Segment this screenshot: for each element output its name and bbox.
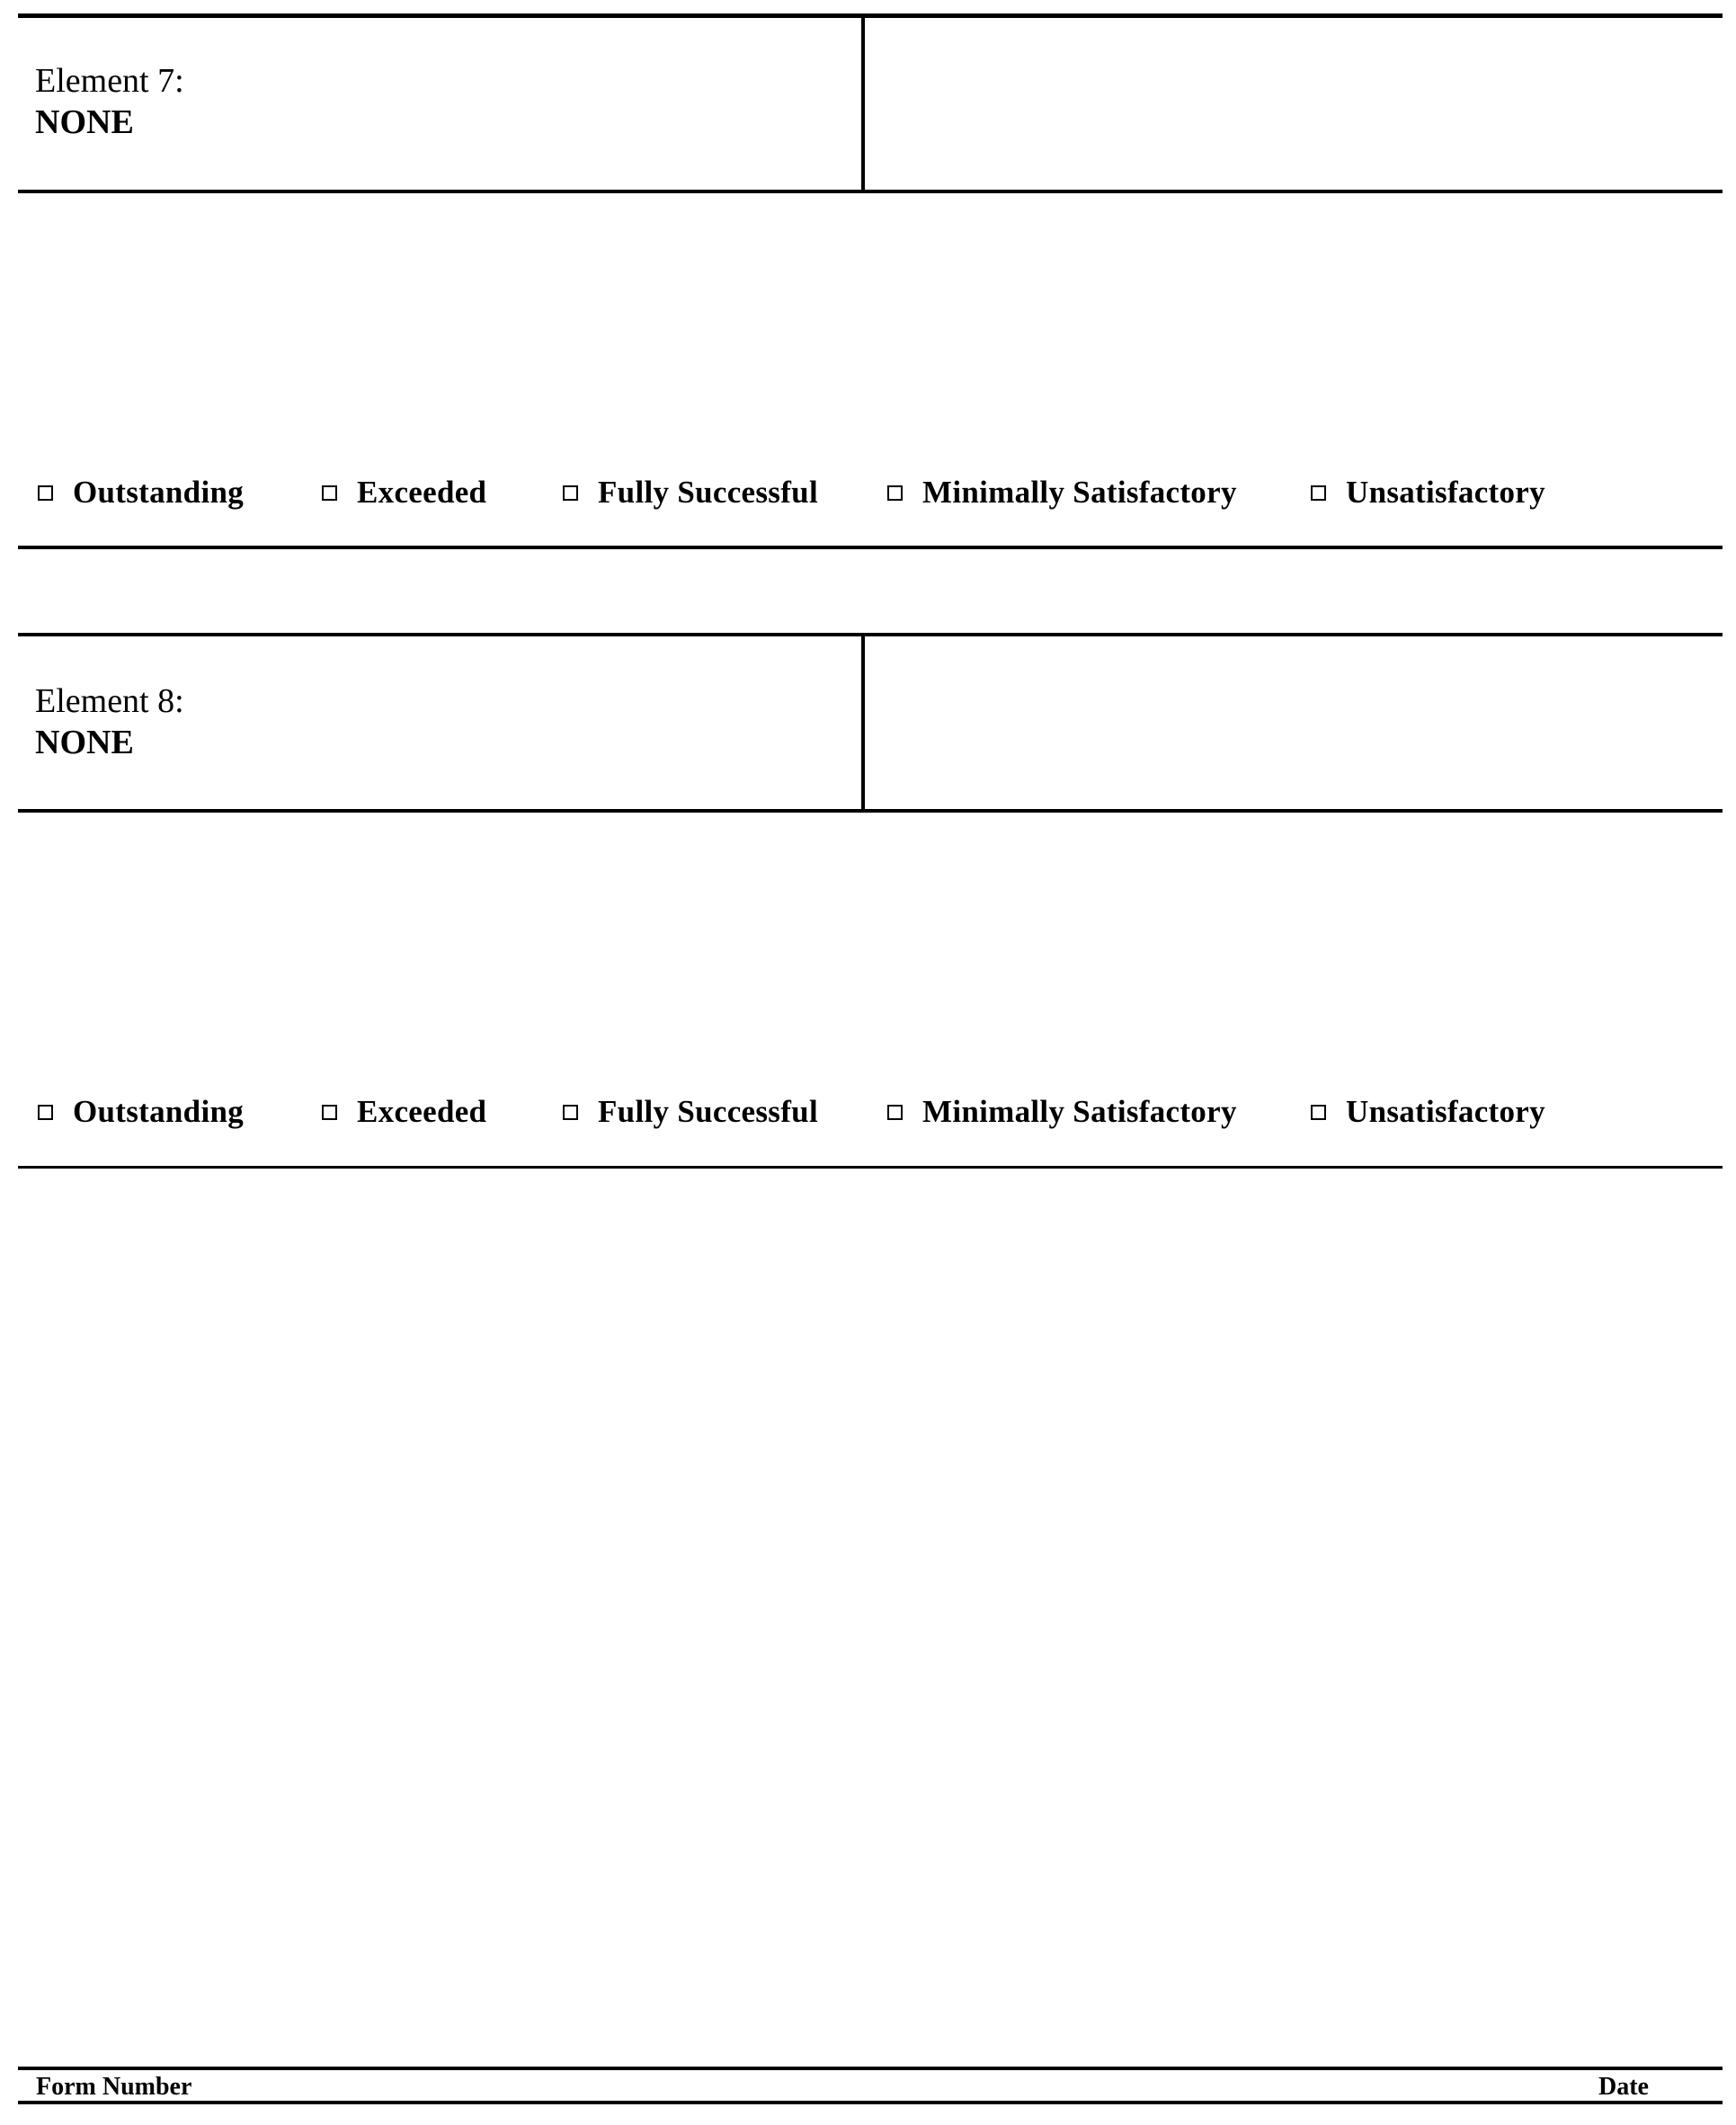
element-8-rating-row (0, 1089, 1736, 1134)
checkbox-icon[interactable] (322, 485, 337, 501)
element-8-bottom-rule (18, 1166, 1723, 1169)
checkbox-icon[interactable] (38, 1105, 53, 1120)
checkbox-icon[interactable] (563, 1105, 578, 1120)
checkbox-icon[interactable] (1311, 485, 1326, 501)
rating-label: Exceeded (357, 1094, 487, 1129)
rating-label: Minimally Satisfactory (922, 1094, 1237, 1129)
element-7-rating-unsatisfactory[interactable] (1311, 470, 1545, 515)
checkbox-icon[interactable] (887, 1105, 903, 1120)
rating-label: Outstanding (73, 475, 245, 510)
element-8-rating-minimally-satisfactory[interactable] (887, 1089, 1237, 1134)
date-label: Date (1598, 2073, 1649, 2101)
element-8-rating-outstanding[interactable] (38, 1089, 244, 1134)
element-8-rating-unsatisfactory[interactable] (1311, 1089, 1545, 1134)
element-7-top-rule (18, 13, 1723, 18)
element-7-label: Element 7: (35, 62, 184, 100)
element-7-rating-fully-successful[interactable] (563, 470, 818, 515)
element-7-rating-outstanding[interactable] (38, 470, 244, 515)
rating-label: Exceeded (357, 475, 487, 510)
checkbox-icon[interactable] (563, 485, 578, 501)
element-8-rating-fully-successful[interactable] (563, 1089, 818, 1134)
element-7-rating-row (0, 470, 1736, 515)
element-7-header-bottom-rule (18, 190, 1723, 193)
rating-label: Fully Successful (598, 1094, 818, 1129)
element-7-column-divider (861, 16, 865, 192)
element-7-rating-minimally-satisfactory[interactable] (887, 470, 1237, 515)
element-8-value: NONE (35, 724, 134, 761)
rating-label: Unsatisfactory (1346, 1094, 1545, 1129)
checkbox-icon[interactable] (887, 485, 903, 501)
element-8-header-bottom-rule (18, 809, 1723, 813)
footer-bottom-rule (18, 2101, 1723, 2104)
element-7-value: NONE (35, 103, 134, 141)
element-7-bottom-rule (18, 546, 1723, 549)
rating-label: Fully Successful (598, 475, 818, 510)
checkbox-icon[interactable] (38, 485, 53, 501)
form-number-label: Form Number (36, 2073, 192, 2101)
element-8-label: Element 8: (35, 682, 184, 720)
rating-label: Unsatisfactory (1346, 475, 1545, 510)
element-8-column-divider (861, 635, 865, 813)
element-8-top-rule (18, 633, 1723, 636)
element-7-rating-exceeded[interactable] (322, 470, 486, 515)
footer-top-rule (18, 2067, 1723, 2070)
rating-label: Minimally Satisfactory (922, 475, 1237, 510)
checkbox-icon[interactable] (1311, 1105, 1326, 1120)
element-8-rating-exceeded[interactable] (322, 1089, 486, 1134)
rating-label: Outstanding (73, 1094, 245, 1129)
checkbox-icon[interactable] (322, 1105, 337, 1120)
